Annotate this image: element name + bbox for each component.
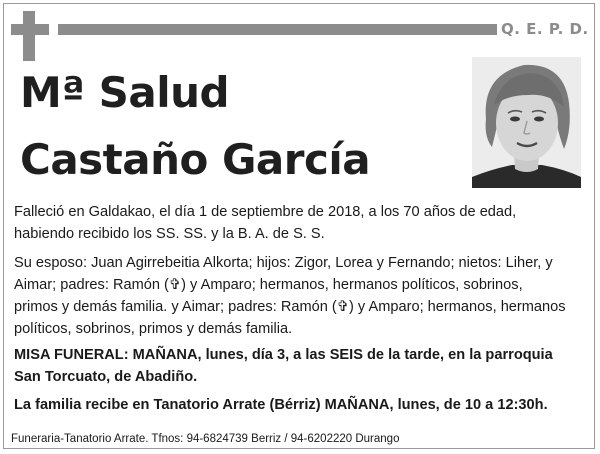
deceased-name-line2: Castaño García	[20, 135, 371, 184]
funeral-home-footer: Funeraria-Tanatorio Arrate. Tfnos: 94-6824739 Berriz / 94-6202220 Durango	[11, 433, 400, 445]
portrait-image	[472, 57, 581, 188]
death-notice-paragraph	[14, 201, 586, 245]
text-line: MISA FUNERAL: MAÑANA, lunes, día 3, a las SEIS de la tarde, en la parroquia	[14, 347, 553, 363]
portrait-photo	[472, 57, 581, 188]
deceased-name-line1: Mª Salud	[20, 68, 230, 117]
text-line: Su esposo: Juan Agirrebeitia Alkorta; hijos: Zigor, Lorea y Fernando; nietos: Liher, y	[14, 255, 553, 271]
text-line: habiendo recibido los SS. SS. y la B. A. de S. S.	[14, 226, 325, 242]
cross-icon	[11, 11, 49, 61]
text-line: San Torcuato, de Abadiño.	[14, 369, 198, 385]
text-line: políticos, sobrinos, primos y demás familia.	[14, 321, 293, 337]
text-line: Falleció en Galdakao, el día 1 de septiembre de 2018, a los 70 años de edad,	[14, 204, 517, 220]
header-bar	[58, 24, 497, 35]
funeral-mass-paragraph	[14, 344, 586, 388]
family-paragraph	[14, 252, 586, 340]
family-reception-paragraph	[14, 394, 586, 416]
text-line: La familia recibe en Tanatorio Arrate (Bérriz) MAÑANA, lunes, de 10 a 12:30h.	[14, 397, 548, 413]
qepd-label: Q. E. P. D.	[501, 20, 589, 38]
text-line: Aimar; padres: Ramón (✞) y Amparo; hermanos, hermanos políticos, sobrinos,	[14, 277, 523, 293]
text-line: primos y demás familia. y Aimar; padres: Ramón (✞) y Amparo; hermanos, hermanos	[14, 299, 566, 315]
